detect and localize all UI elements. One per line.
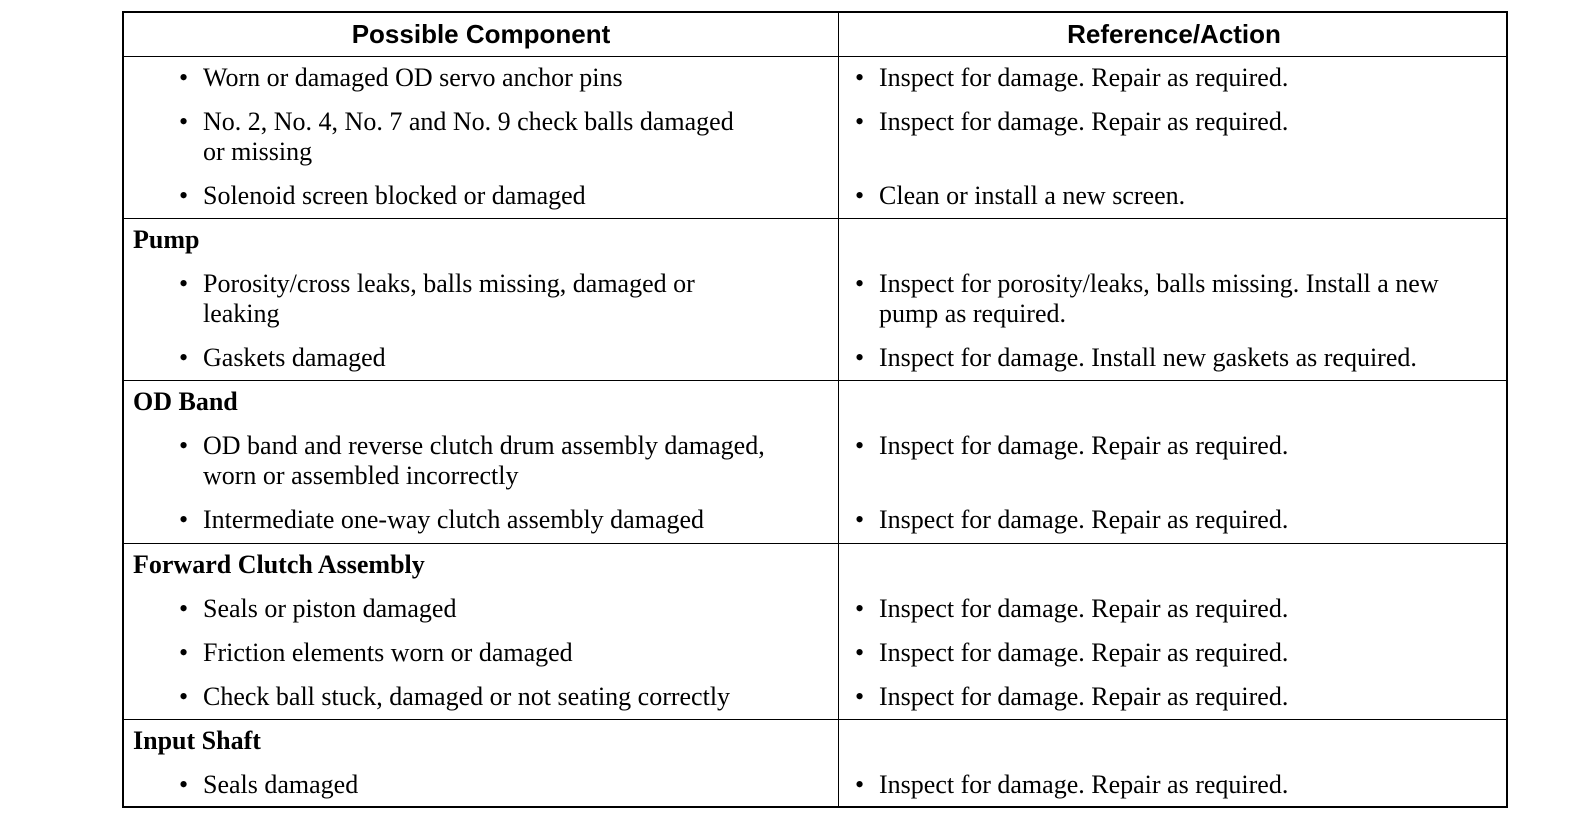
- action-text: Inspect for damage. Repair as required.: [879, 107, 1289, 136]
- section-title: Input Shaft: [133, 726, 261, 755]
- action-text: Inspect for damage. Repair as required.: [879, 638, 1289, 667]
- component-text: Worn or damaged OD servo anchor pins: [203, 63, 623, 92]
- component-text: or missing: [203, 137, 313, 166]
- bullet: •: [179, 594, 189, 623]
- bullet: •: [855, 107, 865, 136]
- section-forward-clutch-assembly: [124, 543, 1506, 720]
- section-title: OD Band: [133, 387, 238, 416]
- action-text: Inspect for damage. Repair as required.: [879, 63, 1289, 92]
- component-text: Porosity/cross leaks, balls missing, damaged or: [203, 269, 695, 298]
- section-continued: [124, 56, 1506, 219]
- bullet: •: [179, 181, 189, 210]
- bullet: •: [855, 269, 865, 298]
- action-text: Inspect for damage. Repair as required.: [879, 594, 1289, 623]
- component-text: Seals or piston damaged: [203, 594, 457, 623]
- bullet: •: [855, 682, 865, 711]
- action-text: Inspect for damage. Repair as required.: [879, 770, 1289, 799]
- bullet: •: [179, 107, 189, 136]
- section-pump: [124, 218, 1506, 381]
- bullet: •: [179, 343, 189, 372]
- bullet: •: [855, 343, 865, 372]
- action-text: Inspect for damage. Install new gaskets as required.: [879, 343, 1417, 372]
- bullet: •: [855, 63, 865, 92]
- action-text: Inspect for porosity/leaks, balls missing. Install a new: [879, 269, 1439, 298]
- component-text: Gaskets damaged: [203, 343, 386, 372]
- bullet: •: [855, 594, 865, 623]
- bullet: •: [179, 770, 189, 799]
- section-od-band: [124, 380, 1506, 544]
- section-title: Pump: [133, 225, 200, 254]
- component-text: Friction elements worn or damaged: [203, 638, 573, 667]
- section-title: Forward Clutch Assembly: [133, 550, 425, 579]
- section-input-shaft: [124, 719, 1506, 806]
- bullet: •: [179, 269, 189, 298]
- component-text: Solenoid screen blocked or damaged: [203, 181, 586, 210]
- table-header: [124, 13, 1506, 57]
- diagnosis-table: [122, 11, 1508, 808]
- component-text: Intermediate one-way clutch assembly damaged: [203, 505, 705, 534]
- action-text: Inspect for damage. Repair as required.: [879, 431, 1289, 460]
- bullet: •: [179, 682, 189, 711]
- bullet: •: [179, 505, 189, 534]
- action-text: Inspect for damage. Repair as required.: [879, 505, 1289, 534]
- bullet: •: [179, 431, 189, 460]
- component-text: leaking: [203, 299, 280, 328]
- header-reference-action: Reference/Action: [1067, 19, 1281, 49]
- component-text: Seals damaged: [203, 770, 359, 799]
- action-text: Clean or install a new screen.: [879, 181, 1186, 210]
- bullet: •: [179, 638, 189, 667]
- action-text: pump as required.: [879, 299, 1067, 328]
- component-text: OD band and reverse clutch drum assembly damaged,: [203, 431, 765, 460]
- bullet: •: [855, 431, 865, 460]
- action-text: Inspect for damage. Repair as required.: [879, 682, 1289, 711]
- component-text: worn or assembled incorrectly: [203, 461, 519, 490]
- bullet: •: [855, 638, 865, 667]
- bullet: •: [855, 505, 865, 534]
- bullet: •: [179, 63, 189, 92]
- component-text: No. 2, No. 4, No. 7 and No. 9 check balls damaged: [203, 107, 734, 136]
- bullet: •: [855, 770, 865, 799]
- header-possible-component: Possible Component: [351, 19, 611, 49]
- component-text: Check ball stuck, damaged or not seating correctly: [203, 682, 731, 711]
- bullet: •: [855, 181, 865, 210]
